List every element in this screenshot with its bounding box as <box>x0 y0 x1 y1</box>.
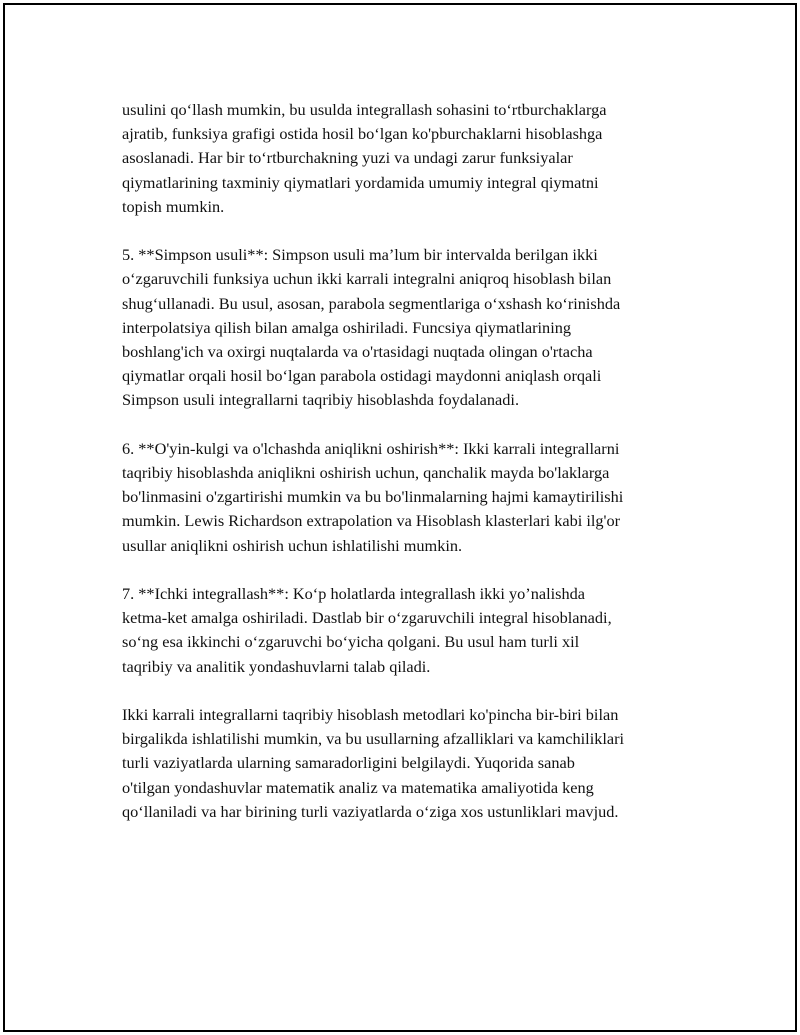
text-line: birgalikda ishlatilishi mumkin, va bu usullarning afzalliklari va kamchiliklari <box>122 729 625 749</box>
document-body <box>122 98 722 848</box>
text-line: interpolatsiya qilish bilan amalga oshiriladi. Funcsiya qiymatlarining <box>122 317 572 337</box>
text-line: shug‘ullanadi. Bu usul, asosan, parabola segmentlariga o‘xshash ko‘rinishda <box>122 293 621 313</box>
text-line: so‘ng esa ikkinchi o‘zgaruvchi bo‘yicha qolgani. Bu usul ham turli xil <box>122 632 580 652</box>
text-line: mumkin. Lewis Richardson extrapolation va Hisoblash klasterlari kabi ilg'or <box>122 511 621 531</box>
paragraph-simpson-method <box>122 243 722 412</box>
text-line: Simpson usuli integrallarni taqribiy hisoblashda foydalanadi. <box>122 390 520 410</box>
text-line: asoslanadi. Har bir to‘rtburchakning yuzi va undagi zarur funksiyalar <box>122 148 573 168</box>
text-line: 7. **Ichki integrallash**: Ko‘p holatlarda integrallash ikki yo’nalishda <box>122 584 585 604</box>
text-line: ketma-ket amalga oshiriladi. Dastlab bir o‘zgaruvchili integral hisoblanadi, <box>122 608 612 628</box>
text-line: taqribiy hisoblashda aniqlikni oshirish uchun, qanchalik mayda bo'laklarga <box>122 463 610 483</box>
paragraph-conclusion <box>122 703 722 824</box>
text-line: Ikki karrali integrallarni taqribiy hisoblash metodlari ko'pincha bir-biri bilan <box>122 705 619 725</box>
text-line: usullar aniqlikni oshirish uchun ishlatilishi mumkin. <box>122 535 463 555</box>
text-line: 5. **Simpson usuli**: Simpson usuli ma’lum bir intervalda berilgan ikki <box>122 245 598 265</box>
text-line: bo'linmasini o'zgartirishi mumkin va bu bo'linmalarning hajmi kamaytirilishi <box>122 487 624 507</box>
text-line: usulini qo‘llash mumkin, bu usulda integrallash sohasini to‘rtburchaklarga <box>122 100 607 119</box>
text-line: 6. **O'yin-kulgi va o'lchashda aniqlikni oshirish**: Ikki karrali integrallarni <box>122 438 620 458</box>
text-line: qiymatlarining taxminiy qiymatlari yordamida umumiy integral qiymatni <box>122 172 599 192</box>
text-line: qo‘llaniladi va har birining turli vaziyatlarda o‘ziga xos ustunliklari mavjud. <box>122 801 619 821</box>
text-line: qiymatlar orqali hosil bo‘lgan parabola ostidagi maydonni aniqlash orqali <box>122 366 602 386</box>
page-frame <box>3 3 797 1032</box>
text-line: o‘zgaruvchili funksiya uchun ikki karrali integralni aniqroq hisoblash bilan <box>122 269 612 289</box>
text-line: boshlang'ich va oxirgi nuqtalarda va o'rtasidagi nuqtada olingan o'rtacha <box>122 342 593 362</box>
text-line: topish mumkin. <box>122 196 225 216</box>
text-line: o'tilgan yondashuvlar matematik analiz va matematika amaliyotida keng <box>122 777 594 797</box>
paragraph-accuracy <box>122 437 722 558</box>
text-line: turli vaziyatlarda ularning samaradorligini belgilaydi. Yuqorida sanab <box>122 753 575 773</box>
paragraph-continuation <box>122 98 722 219</box>
text-line: ajratib, funksiya grafigi ostida hosil bo‘lgan ko'pburchaklarni hisoblashga <box>122 124 603 144</box>
paragraph-inner-integration <box>122 582 722 679</box>
text-line: taqribiy va analitik yondashuvlarni talab qiladi. <box>122 656 431 676</box>
